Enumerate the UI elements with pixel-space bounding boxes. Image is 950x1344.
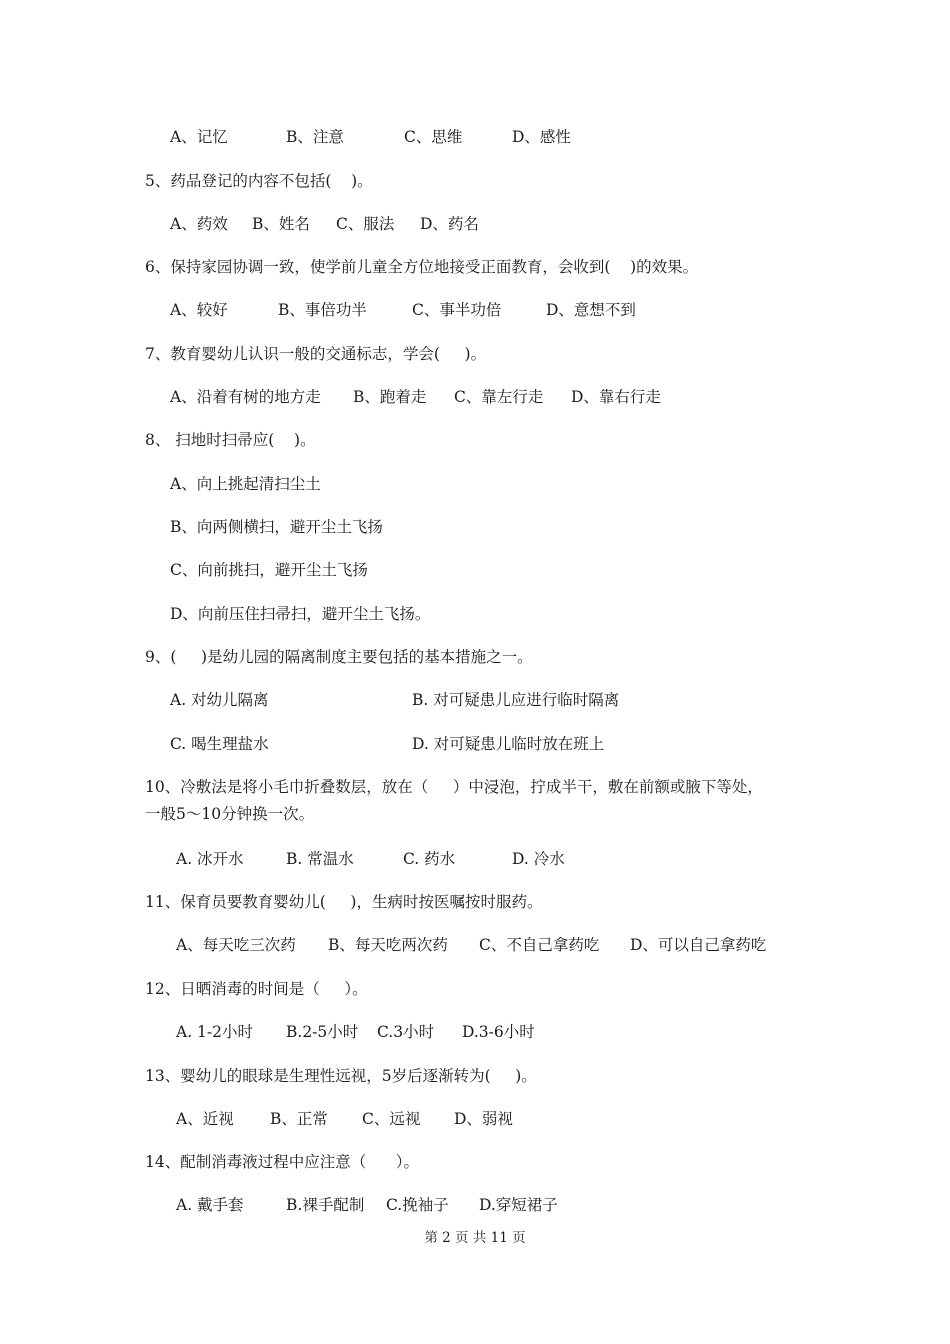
q8-stem: 8、 扫地时扫帚应( )。: [145, 431, 316, 449]
q5-stem: 5、药品登记的内容不包括( )。: [145, 172, 373, 190]
q14-stem: 14、配制消毒液过程中应注意（ ）。: [145, 1153, 420, 1171]
q5-option-c: C、服法: [336, 215, 395, 233]
q4-option-d: D、感性: [512, 128, 571, 146]
q10-option-a: A. 冰开水: [176, 850, 244, 868]
q9-option-b: B. 对可疑患儿应进行临时隔离: [412, 691, 620, 709]
page-number-footer: 第 2 页 共 11 页: [424, 1230, 526, 1246]
q7-option-b: B、跑着走: [353, 388, 427, 406]
q12-option-b: B.2-5小时: [286, 1023, 359, 1041]
q10-option-d: D. 冷水: [512, 850, 565, 868]
q7-option-d: D、靠右行走: [571, 388, 661, 406]
q4-option-b: B、注意: [286, 128, 344, 146]
q13-option-d: D、弱视: [454, 1110, 513, 1128]
q9-stem: 9、( )是幼儿园的隔离制度主要包括的基本措施之一。: [145, 648, 533, 666]
q7-option-c: C、靠左行走: [454, 388, 544, 406]
q8-option-b: B、向两侧横扫，避开尘土飞扬: [170, 518, 383, 536]
q9-option-d: D. 对可疑患儿临时放在班上: [412, 735, 605, 753]
q6-option-c: C、事半功倍: [412, 301, 502, 319]
q14-option-c: C.挽袖子: [386, 1196, 449, 1214]
q10-stem-line1: 10、冷敷法是将小毛巾折叠数层，放在（ ）中浸泡，拧成半干，敷在前额或腋下等处，: [145, 778, 763, 796]
q13-option-a: A、近视: [176, 1110, 234, 1128]
q4-option-a: A、记忆: [170, 128, 228, 146]
q6-option-d: D、意想不到: [546, 301, 636, 319]
q12-option-d: D.3-6小时: [462, 1023, 535, 1041]
q13-option-b: B、正常: [270, 1110, 328, 1128]
q7-option-a: A、沿着有树的地方走: [170, 388, 321, 406]
q8-option-c: C、向前挑扫，避开尘土飞扬: [170, 561, 368, 579]
q13-option-c: C、远视: [362, 1110, 421, 1128]
q11-option-c: C、不自己拿药吃: [479, 936, 600, 954]
q7-stem: 7、教育婴幼儿认识一般的交通标志，学会( )。: [145, 345, 487, 363]
q11-option-a: A、每天吃三次药: [176, 936, 296, 954]
q14-option-a: A. 戴手套: [176, 1196, 244, 1214]
q14-option-b: B.裸手配制: [286, 1196, 365, 1214]
q10-option-c: C. 药水: [403, 850, 456, 868]
q5-option-a: A、药效: [170, 215, 228, 233]
q8-option-a: A、向上挑起清扫尘土: [170, 475, 321, 493]
q14-option-d: D.穿短裙子: [479, 1196, 558, 1214]
q5-option-d: D、药名: [420, 215, 479, 233]
q13-stem: 13、婴幼儿的眼球是生理性远视，5岁后逐渐转为( )。: [145, 1067, 537, 1085]
q10-option-b: B. 常温水: [286, 850, 354, 868]
q6-option-a: A、较好: [170, 301, 228, 319]
q6-option-b: B、事倍功半: [278, 301, 367, 319]
q4-option-c: C、思维: [404, 128, 463, 146]
q12-option-c: C.3小时: [377, 1023, 435, 1041]
q11-option-d: D、可以自己拿药吃: [630, 936, 767, 954]
q8-option-d: D、向前压住扫帚扫，避开尘土飞扬。: [170, 605, 431, 623]
q11-option-b: B、每天吃两次药: [328, 936, 448, 954]
q5-option-b: B、姓名: [252, 215, 310, 233]
q9-option-a: A. 对幼儿隔离: [170, 691, 269, 709]
q6-stem: 6、保持家园协调一致，使学前儿童全方位地接受正面教育，会收到( )的效果。: [145, 258, 699, 276]
q12-option-a: A. 1-2小时: [176, 1023, 254, 1041]
q11-stem: 11、保育员要教育婴幼儿( )，生病时按医嘱按时服药。: [145, 893, 543, 911]
q9-option-c: C. 喝生理盐水: [170, 735, 269, 753]
q12-stem: 12、日晒消毒的时间是（ ）。: [145, 980, 368, 998]
q10-stem-line2: 一般5～10分钟换一次。: [145, 805, 315, 823]
